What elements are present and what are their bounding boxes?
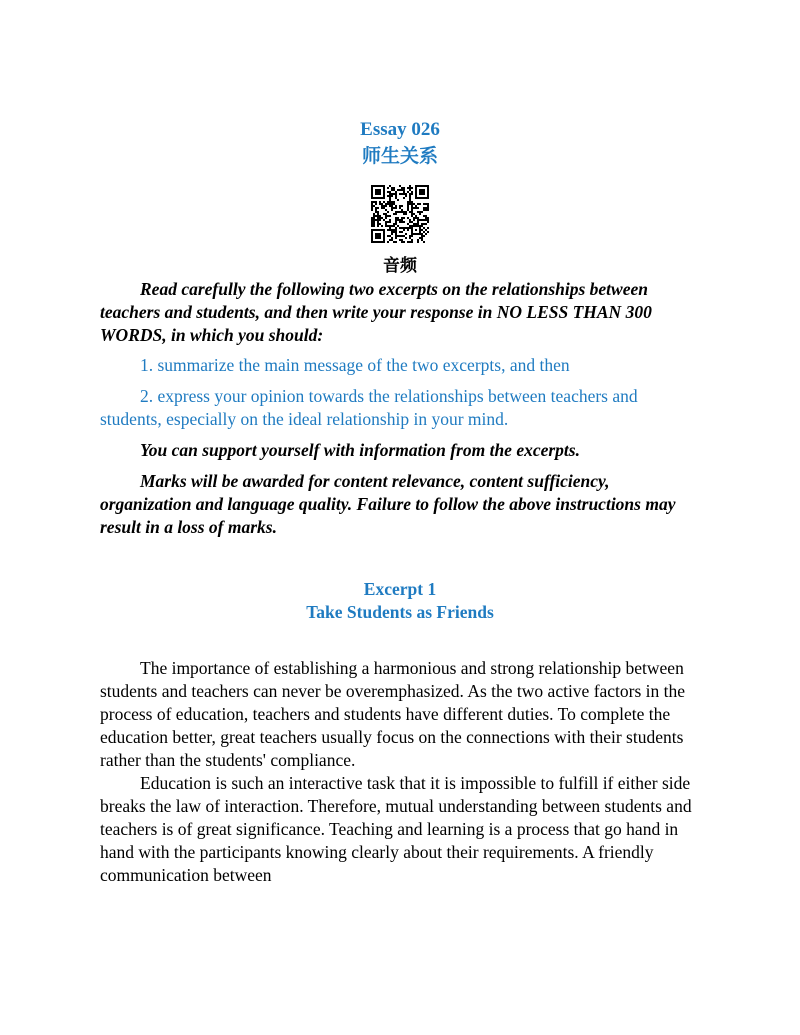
qr-code-container	[100, 185, 700, 243]
instruction-support: You can support yourself with information from the excerpts.	[140, 440, 580, 460]
instruction-intro: Read carefully the following two excerpts on the relationships between teachers and students, and then write your response in NO LESS THAN 300 WORDS, in which you should:	[100, 279, 652, 345]
instruction-marks: Marks will be awarded for content relevance, content sufficiency, organization and language quality. Failure to follow the above instructions may result in a loss of marks.	[100, 471, 676, 537]
excerpt-paragraph: Education is such an interactive task that it is impossible to fulfill if either side breaks the law of interaction. Therefore, mutual understanding between students and teachers is of great significance. Teaching and learning is a process that go hand in hand with the participants knowing clearly about their requirements. A friendly communication between	[100, 773, 692, 885]
task-item-1: 1. summarize the main message of the two excerpts, and then	[140, 355, 570, 375]
page-content	[100, 117, 700, 887]
essay-title: Essay 026	[360, 119, 440, 140]
essay-title-chinese: 师生关系	[361, 145, 438, 167]
task-item-2: 2. express your opinion towards the relationships between teachers and students, especially on the ideal relationship in your mind.	[100, 386, 638, 429]
qr-code-icon[interactable]	[371, 185, 429, 243]
audio-label: 音频	[383, 256, 417, 276]
excerpt-number: Excerpt 1	[363, 579, 437, 599]
excerpt-title: Take Students as Friends	[306, 602, 494, 622]
excerpt-paragraph: The importance of establishing a harmonious and strong relationship between students and teachers can never be overemphasized. As the two active factors in the process of education, teachers and students have different duties. To complete the education better, great teachers usually focus on the connections with their students rather than the students' compliance.	[100, 658, 686, 770]
